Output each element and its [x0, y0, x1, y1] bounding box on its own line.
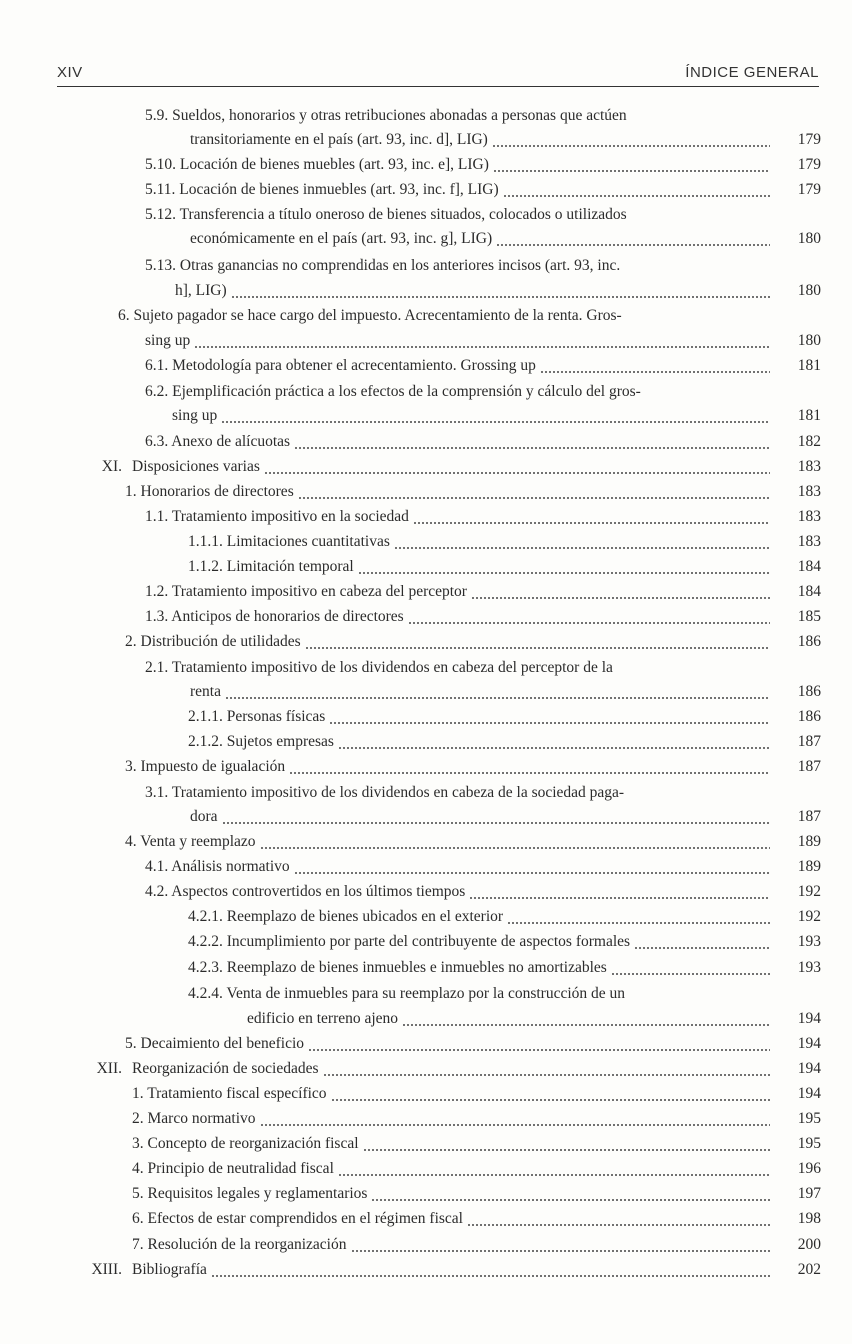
- toc-entry-line: [0, 555, 852, 579]
- dot-leader: [305, 647, 770, 649]
- toc-entry-text: 4. Venta y reemplazo: [125, 833, 256, 850]
- page-reference: 183: [797, 458, 821, 475]
- toc-entry-text: 1.2. Tratamiento impositivo en cabeza del perceptor: [145, 583, 467, 600]
- toc-entry-text: 4.2.4. Venta de inmuebles para su reemplazo por la construcción de un: [188, 985, 626, 1002]
- toc-entry-text: Disposiciones varias: [132, 458, 260, 475]
- toc-entry-text: 4.2.1. Reemplazo de bienes ubicados en el exterior: [188, 908, 504, 925]
- dot-leader: [467, 1224, 770, 1226]
- toc-entry-line: [0, 730, 852, 754]
- dot-leader: [634, 947, 770, 949]
- dot-leader: [294, 447, 770, 449]
- toc-entry-line: [0, 930, 852, 954]
- page-reference: 193: [797, 959, 821, 976]
- toc-entry-text: económicamente en el país (art. 93, inc. g], LIG): [190, 230, 493, 247]
- toc-entry-text: 1. Honorarios de directores: [125, 483, 294, 500]
- toc-entry-line: [0, 905, 852, 929]
- dot-leader: [351, 1250, 771, 1252]
- dot-leader: [507, 922, 770, 924]
- toc-entry-line: [0, 1032, 852, 1056]
- toc-entry-text: 4.1. Análisis normativo: [145, 858, 290, 875]
- page-reference: 194: [797, 1085, 821, 1102]
- toc-entry-line: [0, 480, 852, 504]
- toc-entry-line: [0, 430, 852, 454]
- page-reference: 186: [797, 633, 821, 650]
- dot-leader: [264, 472, 770, 474]
- dot-leader: [496, 244, 770, 246]
- toc-entry-line: [0, 982, 852, 1006]
- page-reference: 184: [797, 558, 821, 575]
- toc-entry-text: 6. Sujeto pagador se hace cargo del impuesto. Acrecentamiento de la renta. Gros-: [118, 307, 622, 324]
- dot-leader: [338, 747, 770, 749]
- page-reference: 182: [797, 433, 821, 450]
- toc-entry-text: Reorganización de sociedades: [132, 1060, 319, 1077]
- page-reference: 187: [797, 733, 821, 750]
- dot-leader: [493, 170, 770, 172]
- toc-entry-text: 1. Tratamiento fiscal específico: [132, 1085, 327, 1102]
- toc-entry-line: [0, 1057, 852, 1081]
- dot-leader: [331, 1099, 770, 1101]
- toc-entry-line: [0, 1233, 852, 1257]
- page-reference: 179: [797, 181, 821, 198]
- toc-entry-line: [0, 153, 852, 177]
- toc-entry-line: [0, 178, 852, 202]
- toc-entry-line: [0, 830, 852, 854]
- page-reference: 183: [797, 483, 821, 500]
- toc-entry-text: 5. Requisitos legales y reglamentarios: [132, 1185, 368, 1202]
- toc-entry-line: [0, 455, 852, 479]
- page-reference: 180: [797, 230, 821, 247]
- toc-entry-text: 6.1. Metodología para obtener el acrecentamiento. Grossing up: [145, 357, 536, 374]
- toc-entry-text: 1.3. Anticipos de honorarios de directores: [145, 608, 404, 625]
- toc-entry-text: 6.3. Anexo de alícuotas: [145, 433, 291, 450]
- toc-entry-text: 2.1.2. Sujetos empresas: [188, 733, 334, 750]
- chapter-numeral: XIII.: [91, 1261, 122, 1278]
- toc-entry-text: dora: [190, 808, 218, 825]
- dot-leader: [503, 195, 770, 197]
- toc-entry-line: [0, 404, 852, 428]
- running-title: ÍNDICE GENERAL: [685, 64, 819, 81]
- dot-leader: [408, 622, 770, 624]
- page-reference: 200: [797, 1236, 821, 1253]
- toc-entry-line: [0, 1258, 852, 1282]
- page-reference: 186: [797, 683, 821, 700]
- dot-leader: [231, 296, 770, 298]
- page-reference: 184: [797, 583, 821, 600]
- page-reference: 194: [797, 1035, 821, 1052]
- toc-entry-line: [0, 380, 852, 404]
- toc-entry-text: 5.13. Otras ganancias no comprendidas en los anteriores incisos (art. 93, inc.: [145, 257, 621, 274]
- toc-entry-text: 3.1. Tratamiento impositivo de los dividendos en cabeza de la sociedad paga-: [145, 784, 625, 801]
- toc-entry-text: 1.1. Tratamiento impositivo en la sociedad: [145, 508, 409, 525]
- dot-leader: [371, 1199, 770, 1201]
- toc-entry-line: [0, 1157, 852, 1181]
- page-reference: 198: [797, 1210, 821, 1227]
- toc-entry-text: 4.2. Aspectos controvertidos en los últimos tiempos: [145, 883, 466, 900]
- toc-entry-text: 4.2.2. Incumplimiento por parte del contribuyente de aspectos formales: [188, 933, 631, 950]
- page-reference: 180: [797, 282, 821, 299]
- toc-entry-line: [0, 705, 852, 729]
- toc-entry-text: 5.11. Locación de bienes inmuebles (art. 93, inc. f], LIG): [145, 181, 499, 198]
- toc-entry-line: [0, 680, 852, 704]
- dot-leader: [298, 497, 770, 499]
- page-reference: 179: [797, 131, 821, 148]
- toc-entry-text: renta: [190, 683, 221, 700]
- toc-entry-line: [0, 128, 852, 152]
- toc-entry-line: [0, 254, 852, 278]
- toc-entry-text: Bibliografía: [132, 1261, 207, 1278]
- toc-entry-line: [0, 530, 852, 554]
- dot-leader: [221, 421, 770, 423]
- toc-entry-text: 5.12. Transferencia a título oneroso de bienes situados, colocados o utilizados: [145, 206, 627, 223]
- page-reference: 189: [797, 858, 821, 875]
- toc-entry-text: 5.9. Sueldos, honorarios y otras retribuciones abonadas a personas que actúen: [145, 107, 627, 124]
- toc-entry-text: 6.2. Ejemplificación práctica a los efectos de la comprensión y cálculo del gros-: [145, 383, 641, 400]
- toc-entry-line: [0, 279, 852, 303]
- dot-leader: [358, 572, 770, 574]
- toc-entry-text: 5. Decaimiento del beneficio: [125, 1035, 305, 1052]
- toc-entry-line: [0, 630, 852, 654]
- toc-entry-line: [0, 656, 852, 680]
- toc-entry-text: h], LIG): [175, 282, 227, 299]
- dot-leader: [394, 547, 770, 549]
- toc-entry-text: 3. Impuesto de igualación: [125, 758, 286, 775]
- toc-entry-text: 4.2.3. Reemplazo de bienes inmuebles e inmuebles no amortizables: [188, 959, 607, 976]
- toc-entry-text: 2.1.1. Personas físicas: [188, 708, 326, 725]
- toc-entry-text: sing up: [145, 332, 191, 349]
- page-reference: 181: [797, 357, 821, 374]
- page-reference: 197: [797, 1185, 821, 1202]
- dot-leader: [289, 772, 770, 774]
- toc-entry-line: [0, 755, 852, 779]
- dot-leader: [222, 822, 770, 824]
- page-reference: 180: [797, 332, 821, 349]
- page-reference: 187: [797, 758, 821, 775]
- dot-leader: [260, 847, 770, 849]
- page-reference: 196: [797, 1160, 821, 1177]
- page-reference: 181: [797, 407, 821, 424]
- toc-entry-line: [0, 855, 852, 879]
- dot-leader: [260, 1124, 770, 1126]
- toc-entry-line: [0, 1082, 852, 1106]
- toc-entry-text: 6. Efectos de estar comprendidos en el régimen fiscal: [132, 1210, 463, 1227]
- toc-entry-line: [0, 329, 852, 353]
- toc-entry-line: [0, 880, 852, 904]
- chapter-numeral: XII.: [96, 1060, 122, 1077]
- dot-leader: [611, 973, 770, 975]
- toc-entry-text: 5.10. Locación de bienes muebles (art. 93, inc. e], LIG): [145, 156, 489, 173]
- toc-entry-line: [0, 1132, 852, 1156]
- toc-entry-line: [0, 1182, 852, 1206]
- toc-entry-line: [0, 956, 852, 980]
- toc-entry-line: [0, 580, 852, 604]
- toc-entry-line: [0, 203, 852, 227]
- page-reference: 195: [797, 1135, 821, 1152]
- toc-entry-text: 7. Resolución de la reorganización: [132, 1236, 347, 1253]
- page-reference: 183: [797, 533, 821, 550]
- toc-entry-line: [0, 605, 852, 629]
- toc-entry-line: [0, 354, 852, 378]
- dot-leader: [363, 1149, 770, 1151]
- page-reference: 185: [797, 608, 821, 625]
- page-reference: 192: [797, 883, 821, 900]
- dot-leader: [294, 872, 770, 874]
- toc-entry-text: 1.1.1. Limitaciones cuantitativas: [188, 533, 390, 550]
- dot-leader: [471, 597, 770, 599]
- page-reference: 179: [797, 156, 821, 173]
- toc-entry-line: [0, 1207, 852, 1231]
- toc-entry-text: 2.1. Tratamiento impositivo de los dividendos en cabeza del perceptor de la: [145, 659, 613, 676]
- dot-leader: [402, 1024, 770, 1026]
- toc-entry-text: transitoriamente en el país (art. 93, inc. d], LIG): [190, 131, 488, 148]
- page-reference: 194: [797, 1010, 821, 1027]
- header-rule: [57, 86, 819, 87]
- toc-entry-line: [0, 104, 852, 128]
- toc-entry-line: [0, 805, 852, 829]
- page-reference: 193: [797, 933, 821, 950]
- toc-entry-line: [0, 227, 852, 251]
- dot-leader: [338, 1174, 770, 1176]
- page-reference: 186: [797, 708, 821, 725]
- dot-leader: [323, 1074, 771, 1076]
- dot-leader: [469, 897, 770, 899]
- toc-entry-line: [0, 781, 852, 805]
- toc-entry-line: [0, 1107, 852, 1131]
- dot-leader: [329, 722, 770, 724]
- toc-entry-text: 3. Concepto de reorganización fiscal: [132, 1135, 359, 1152]
- dot-leader: [225, 697, 770, 699]
- dot-leader: [308, 1049, 770, 1051]
- page-reference: 189: [797, 833, 821, 850]
- dot-leader: [194, 346, 770, 348]
- toc-entry-line: [0, 1007, 852, 1031]
- dot-leader: [540, 371, 770, 373]
- page-reference: 202: [797, 1261, 821, 1278]
- toc-entry-text: 2. Distribución de utilidades: [125, 633, 301, 650]
- dot-leader: [211, 1275, 770, 1277]
- toc-entry-text: sing up: [172, 407, 218, 424]
- toc-entry-text: 1.1.2. Limitación temporal: [188, 558, 354, 575]
- page-reference: 183: [797, 508, 821, 525]
- page-number: XIV: [57, 64, 83, 81]
- dot-leader: [413, 522, 770, 524]
- page-reference: 187: [797, 808, 821, 825]
- toc-entry-text: 4. Principio de neutralidad fiscal: [132, 1160, 334, 1177]
- page-reference: 192: [797, 908, 821, 925]
- toc-entry-text: 2. Marco normativo: [132, 1110, 256, 1127]
- toc-entry-text: edificio en terreno ajeno: [247, 1010, 399, 1027]
- chapter-numeral: XI.: [101, 458, 122, 475]
- toc-entry-line: [0, 304, 852, 328]
- dot-leader: [492, 145, 770, 147]
- page-reference: 194: [797, 1060, 821, 1077]
- toc-entry-line: [0, 505, 852, 529]
- page-reference: 195: [797, 1110, 821, 1127]
